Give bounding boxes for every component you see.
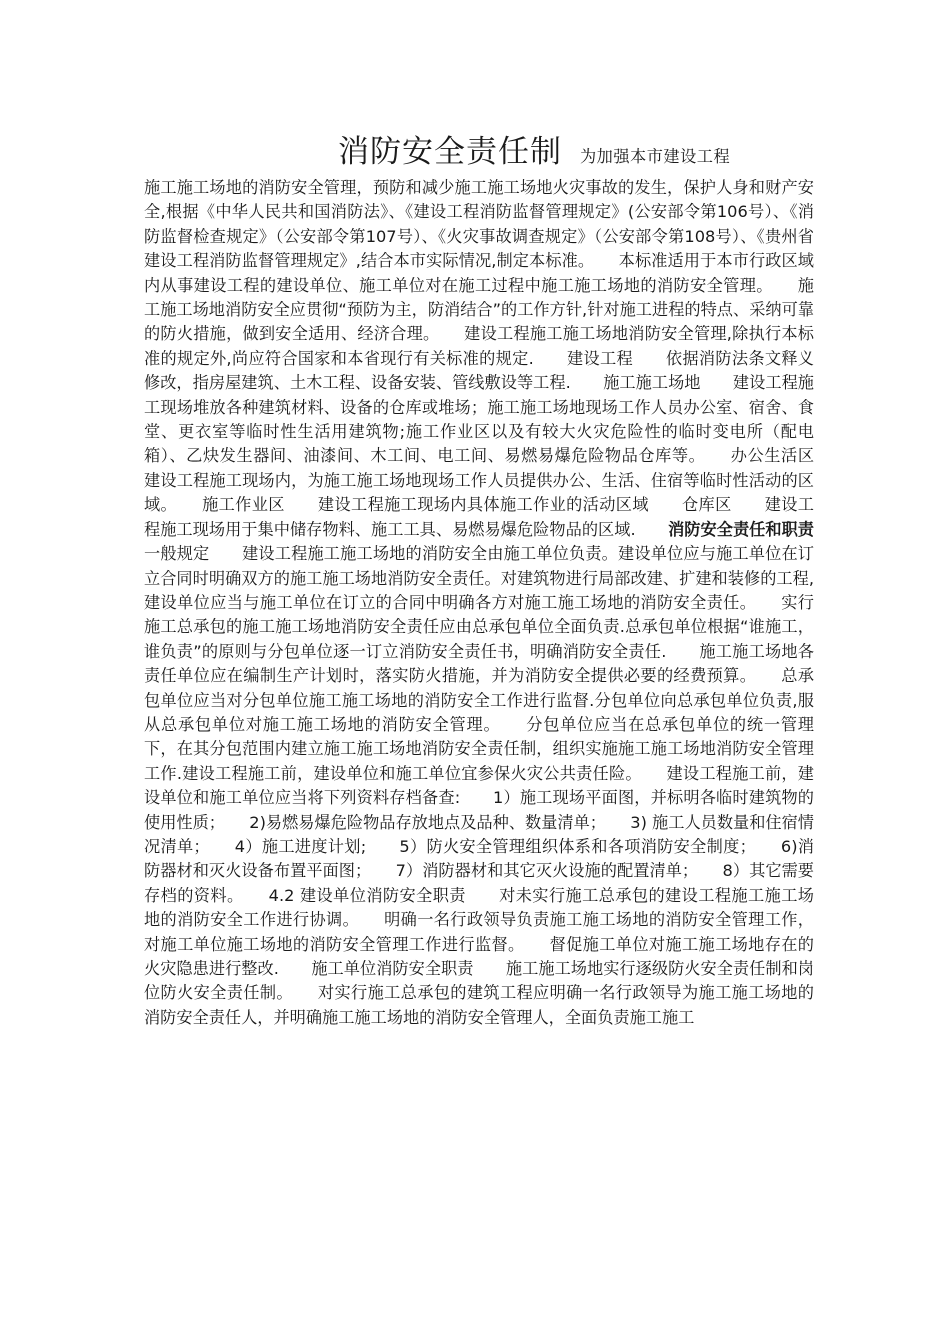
title-line	[144, 128, 814, 176]
lead-text: 为加强本市建设工程	[580, 147, 731, 166]
body-text-part-2: 一般规定 建设工程施工施工场地的消防安全由施工单位负责。建设单位应与施工单位在订立合同时明确双方的施工施工场地消防安全责任。对建筑物进行局部改建、扩建和装修的工程,建设单位应当与施工单位在订立的合同中明确各方对施工施工场地的消防安全责任。 实行施工总承包的施工施工场地消防安全责任应由总承包单位全面负责.总承包单位根据“谁施工，谁负责”的原则与分包单位逐一订立消防安全责任书，明确消防安全责任. 施工施工场地各责任单位应在编制生产计划时，落实防火措施，并为消防安全提供必要的经费预算。 总承包单位应当对分包单位施工施工场地的消防安全工作进行监督.分包单位向总承包单位负责,服从总承包单位对施工施工场地的消防安全管理。 分包单位应当在总承包单位的统一管理下，在其分包范围内建立施工施工场地消防安全责任制，组织实施施工施工场地消防安全管理工作.建设工程施工前，建设单位和施工单位宜参保火灾公共责任险。 建设工程施工前，建设单位和施工单位应当将下列资料存档备查: 1）施工现场平面图，并标明各临时建筑物的使用性质； 2)易燃易爆危险物品存放地点及品种、数量清单； 3) 施工人员数量和住宿情况清单； 4）施工进度计划; 5）防火安全管理组织体系和各项消防安全制度； 6)消防器材和灭火设备布置平面图； 7）消防器材和其它灭火设施的配置清单； 8）其它需要存档的资料。 4.2 建设单位消防安全职责 对未实行施工总承包的建设工程施工施工场地的消防安全工作进行协调。 明确一名行政领导负责施工施工场地的消防安全管理工作，对施工单位施工场地的消防安全管理工作进行监督。 督促施工单位对施工施工场地存在的火灾隐患进行整改. 施工单位消防安全职责 施工施工场地实行逐级防火安全责任制和岗位防火安全责任制。 对实行施工总承包的建筑工程应明确一名行政领导为施工施工场地的消防安全责任人，并明确施工施工场地的消防安全管理人，全面负责施工施工	[144, 519, 847, 1027]
document-body	[144, 128, 847, 1030]
document-title: 消防安全责任制	[338, 134, 562, 170]
section-heading-responsibilities: 消防安全责任和职责	[668, 519, 814, 539]
body-text-part-1: 施工施工场地的消防安全管理，预防和减少施工施工场地火灾事故的发生，保护人身和财产安全,根据《中华人民共和国消防法》、《建设工程消防监督管理规定》(公安部令第106号）、《消防监督检查规定》（公安部令第107号）、《火灾事故调查规定》（公安部令第108号）、《贵州省建设工程消防监督管理规定》,结合本市实际情况,制定本标准。 本标准适用于本市行政区域内从事建设工程的建设单位、施工单位对在施工过程中施工施工场地的消防安全管理。 施工施工场地消防安全应贯彻“预防为主，防消结合”的工作方针,针对施工进程的特点、采纳可靠的防火措施，做到安全适用、经济合理。 建设工程施工施工场地消防安全管理,除执行本标准的规定外,尚应符合国家和本省现行有关标准的规定. 建设工程 依据消防法条文释义修改，指房屋建筑、土木工程、设备安装、管线敷设等工程. 施工施工场地 建设工程施工现场堆放各种建筑材料、设备的仓库或堆场；施工施工场地现场工作人员办公室、宿舍、食堂、更衣室等临时性生活用建筑物;施工作业区以及有较大火灾危险性的临时变电所（配电箱）、乙炔发生器间、油漆间、木工间、电工间、易燃易爆危险物品仓库等。 办公生活区 建设工程施工现场内，为施工施工场地现场工作人员提供办公、生活、住宿等临时性活动的区域。 施工作业区 建设工程施工现场内具体施工作业的活动区域 仓库区 建设工程施工现场用于集中储存物料、施工工具、易燃易爆危险物品的区域.	[144, 178, 847, 539]
